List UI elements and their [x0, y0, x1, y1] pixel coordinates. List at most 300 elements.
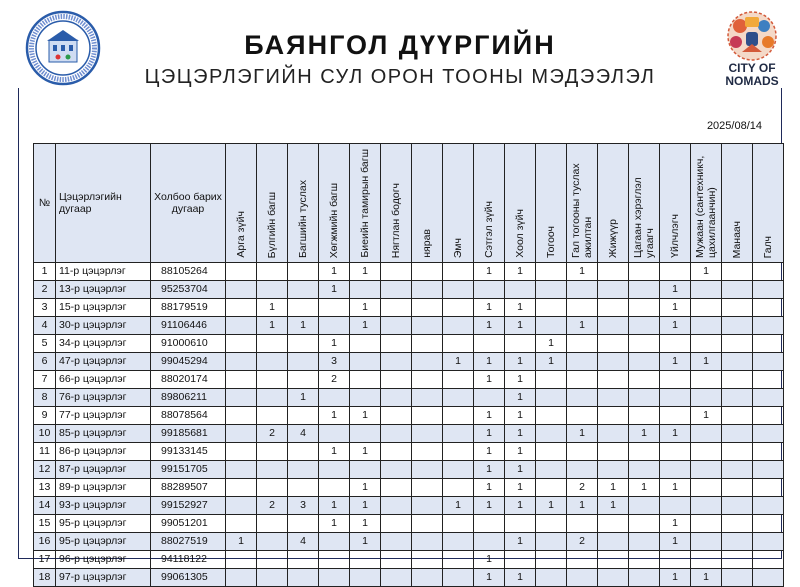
vacancy-count: 1 — [350, 317, 381, 335]
vacancy-count — [629, 263, 660, 281]
vacancy-count — [226, 443, 257, 461]
vacancy-count: 1 — [319, 497, 350, 515]
vacancy-count: 1 — [350, 299, 381, 317]
vacancy-count: 1 — [536, 353, 567, 371]
vacancy-count — [412, 299, 443, 317]
table-row — [34, 443, 784, 461]
vacancy-count: 1 — [660, 353, 691, 371]
vacancy-count — [381, 425, 412, 443]
vacancy-count — [443, 407, 474, 425]
vacancy-count: 1 — [660, 299, 691, 317]
vacancy-count: 1 — [505, 479, 536, 497]
vacancy-count: 1 — [660, 317, 691, 335]
vacancy-count — [691, 389, 722, 407]
vacancy-count — [226, 335, 257, 353]
vacancy-count: 1 — [505, 389, 536, 407]
vacancy-count — [536, 533, 567, 551]
vacancy-count — [567, 371, 598, 389]
table-row — [34, 371, 784, 389]
row-number: 8 — [34, 389, 56, 407]
vacancy-count — [443, 425, 474, 443]
vacancy-count — [753, 515, 784, 533]
vacancy-count: 1 — [660, 515, 691, 533]
vacancy-count: 1 — [660, 569, 691, 587]
vacancy-count: 1 — [474, 551, 505, 569]
vacancy-count — [412, 515, 443, 533]
vacancy-count — [226, 407, 257, 425]
vacancy-count — [381, 569, 412, 587]
vacancy-count — [350, 353, 381, 371]
vacancy-count — [536, 515, 567, 533]
vacancy-count — [722, 533, 753, 551]
vacancy-count — [257, 335, 288, 353]
header-position-label: Бүлгийн багш — [266, 191, 278, 258]
vacancy-count: 1 — [505, 353, 536, 371]
vacancy-count — [257, 515, 288, 533]
vacancy-count — [722, 299, 753, 317]
vacancy-count — [691, 515, 722, 533]
kindergarten-name: 15-р цэцэрлэг — [56, 299, 151, 317]
vacancy-count: 1 — [660, 425, 691, 443]
vacancy-count — [257, 551, 288, 569]
vacancy-count: 2 — [257, 497, 288, 515]
vacancy-count — [381, 551, 412, 569]
vacancy-count — [257, 353, 288, 371]
vacancy-count — [412, 551, 443, 569]
header-position-label: Манаач — [731, 220, 743, 258]
header-position — [536, 144, 567, 263]
vacancy-count — [722, 371, 753, 389]
header-position — [350, 144, 381, 263]
vacancy-count — [629, 317, 660, 335]
vacancy-count — [443, 461, 474, 479]
vacancy-count — [660, 461, 691, 479]
vacancy-count — [598, 443, 629, 461]
kindergarten-name: 34-р цэцэрлэг — [56, 335, 151, 353]
vacancy-count — [226, 461, 257, 479]
table-row — [34, 299, 784, 317]
vacancy-count — [753, 335, 784, 353]
header-position — [629, 144, 660, 263]
vacancy-count — [412, 425, 443, 443]
vacancy-count: 1 — [350, 263, 381, 281]
vacancy-count — [443, 317, 474, 335]
vacancy-count — [474, 533, 505, 551]
table-row — [34, 551, 784, 569]
vacancy-count — [319, 461, 350, 479]
vacancy-count — [443, 263, 474, 281]
vacancy-count — [753, 317, 784, 335]
vacancy-count — [474, 515, 505, 533]
vacancy-count — [598, 371, 629, 389]
logo-text-line2: NOMADS — [725, 74, 779, 88]
vacancy-count: 1 — [505, 533, 536, 551]
vacancy-count — [753, 569, 784, 587]
header-position-label: нярав — [421, 229, 433, 258]
vacancy-count: 1 — [474, 371, 505, 389]
kindergarten-name: 66-р цэцэрлэг — [56, 371, 151, 389]
vacancy-count — [226, 479, 257, 497]
header-position-label: Эмч — [452, 237, 464, 258]
vacancy-count: 1 — [567, 425, 598, 443]
vacancy-count — [691, 443, 722, 461]
vacancy-count — [381, 353, 412, 371]
vacancy-count — [288, 569, 319, 587]
vacancy-count — [536, 317, 567, 335]
vacancy-count — [257, 461, 288, 479]
vacancy-count — [629, 281, 660, 299]
vacancy-count — [722, 353, 753, 371]
vacancy-count — [598, 317, 629, 335]
vacancy-count — [257, 263, 288, 281]
vacancy-count — [412, 461, 443, 479]
vacancy-count: 1 — [474, 497, 505, 515]
vacancy-count — [536, 281, 567, 299]
vacancy-count — [288, 371, 319, 389]
vacancy-count: 2 — [319, 371, 350, 389]
table-row — [34, 389, 784, 407]
vacancy-count — [660, 551, 691, 569]
vacancy-count: 1 — [350, 443, 381, 461]
vacancy-count — [629, 551, 660, 569]
vacancy-count: 1 — [505, 317, 536, 335]
table-row — [34, 497, 784, 515]
vacancy-count — [505, 281, 536, 299]
vacancy-count — [660, 443, 691, 461]
vacancy-count — [598, 461, 629, 479]
vacancy-count: 1 — [505, 407, 536, 425]
kindergarten-name: 97-р цэцэрлэг — [56, 569, 151, 587]
vacancy-count: 1 — [505, 263, 536, 281]
vacancy-count — [629, 371, 660, 389]
vacancy-count — [598, 353, 629, 371]
header-position — [226, 144, 257, 263]
vacancy-count — [753, 263, 784, 281]
vacancy-count: 2 — [567, 479, 598, 497]
vacancy-count — [381, 461, 412, 479]
table-row — [34, 317, 784, 335]
contact-phone: 88105264 — [151, 263, 226, 281]
header-position-label: Биеийн тамирын багш — [359, 149, 371, 258]
header-position-label: Хөгжмийн багш — [328, 182, 340, 258]
header-position — [381, 144, 412, 263]
vacancy-count: 1 — [629, 479, 660, 497]
vacancy-count — [598, 335, 629, 353]
vacancy-count — [691, 371, 722, 389]
vacancy-count — [753, 461, 784, 479]
vacancy-count — [443, 443, 474, 461]
vacancy-count — [567, 353, 598, 371]
vacancy-count: 1 — [598, 497, 629, 515]
vacancy-count — [412, 317, 443, 335]
vacancy-count — [226, 353, 257, 371]
kindergarten-name: 85-р цэцэрлэг — [56, 425, 151, 443]
vacancy-count — [288, 551, 319, 569]
vacancy-count — [629, 407, 660, 425]
kindergarten-name: 95-р цэцэрлэг — [56, 533, 151, 551]
vacancy-count: 1 — [319, 281, 350, 299]
vacancy-count — [722, 407, 753, 425]
contact-phone: 99133145 — [151, 443, 226, 461]
page-title: БАЯНГОЛ ДҮҮРГИЙН — [244, 30, 556, 60]
row-number: 6 — [34, 353, 56, 371]
vacancy-count — [629, 515, 660, 533]
vacancy-count — [722, 317, 753, 335]
vacancy-count: 1 — [474, 407, 505, 425]
vacancy-count — [598, 407, 629, 425]
vacancy-count: 1 — [443, 497, 474, 515]
vacancy-count — [567, 461, 598, 479]
vacancy-count — [753, 533, 784, 551]
vacancy-count — [629, 335, 660, 353]
vacancy-count: 1 — [350, 479, 381, 497]
vacancy-count: 1 — [505, 461, 536, 479]
vacancy-count — [226, 281, 257, 299]
vacancy-count: 1 — [257, 317, 288, 335]
vacancy-count — [567, 407, 598, 425]
vacancy-count — [412, 389, 443, 407]
vacancy-count: 1 — [660, 281, 691, 299]
vacancy-count — [629, 299, 660, 317]
header-position — [598, 144, 629, 263]
vacancy-count — [226, 317, 257, 335]
contact-phone: 99045294 — [151, 353, 226, 371]
vacancy-count — [226, 263, 257, 281]
vacancy-count — [660, 371, 691, 389]
vacancy-count — [350, 335, 381, 353]
vacancy-count — [536, 461, 567, 479]
table-row — [34, 569, 784, 587]
vacancy-count: 1 — [288, 389, 319, 407]
header-position — [660, 144, 691, 263]
vacancy-count — [288, 443, 319, 461]
vacancy-count: 1 — [319, 515, 350, 533]
kindergarten-name: 11-р цэцэрлэг — [56, 263, 151, 281]
table-row — [34, 533, 784, 551]
contact-phone: 88027519 — [151, 533, 226, 551]
table-row — [34, 425, 784, 443]
vacancy-count: 3 — [319, 353, 350, 371]
vacancy-count: 1 — [474, 425, 505, 443]
vacancy-count: 1 — [505, 569, 536, 587]
vacancy-count — [288, 479, 319, 497]
vacancy-count — [443, 551, 474, 569]
contact-phone: 99061305 — [151, 569, 226, 587]
vacancy-count — [567, 443, 598, 461]
vacancy-count — [288, 281, 319, 299]
vacancy-count: 1 — [319, 335, 350, 353]
vacancy-count — [598, 299, 629, 317]
vacancy-count — [257, 569, 288, 587]
vacancy-count — [381, 335, 412, 353]
vacancy-count — [226, 371, 257, 389]
vacancy-count — [567, 281, 598, 299]
vacancy-count — [691, 299, 722, 317]
vacancy-count: 1 — [505, 299, 536, 317]
vacancy-count — [226, 515, 257, 533]
vacancy-count — [753, 407, 784, 425]
vacancy-count — [505, 335, 536, 353]
kindergarten-name: 89-р цэцэрлэг — [56, 479, 151, 497]
row-number: 18 — [34, 569, 56, 587]
vacancy-count — [381, 263, 412, 281]
vacancy-count: 1 — [350, 515, 381, 533]
vacancy-count — [412, 443, 443, 461]
vacancy-count — [598, 389, 629, 407]
header-position — [567, 144, 598, 263]
vacancy-count: 1 — [505, 425, 536, 443]
vacancy-count — [412, 407, 443, 425]
vacancy-count — [350, 551, 381, 569]
kindergarten-name: 95-р цэцэрлэг — [56, 515, 151, 533]
vacancy-count — [257, 407, 288, 425]
kindergarten-name: 77-р цэцэрлэг — [56, 407, 151, 425]
vacancy-count — [381, 443, 412, 461]
vacancy-count: 1 — [505, 443, 536, 461]
vacancy-count: 1 — [691, 407, 722, 425]
vacancy-count — [381, 407, 412, 425]
vacancy-count: 1 — [567, 317, 598, 335]
header-position — [443, 144, 474, 263]
kindergarten-name: 13-р цэцэрлэг — [56, 281, 151, 299]
header-position-label: Арга зүйч — [235, 211, 247, 258]
vacancy-count — [691, 317, 722, 335]
header-position — [691, 144, 722, 263]
contact-phone: 88179519 — [151, 299, 226, 317]
header-position-label: Нягтлан бодогч — [390, 182, 402, 258]
vacancy-count — [536, 425, 567, 443]
vacancy-count — [257, 443, 288, 461]
vacancy-count — [412, 353, 443, 371]
row-number: 1 — [34, 263, 56, 281]
vacancy-count — [567, 569, 598, 587]
header-position-label: Тогооч — [545, 226, 557, 258]
vacancy-count — [567, 389, 598, 407]
vacancy-count — [505, 515, 536, 533]
kindergarten-name: 30-р цэцэрлэг — [56, 317, 151, 335]
report-date: 2025/08/14 — [706, 120, 762, 132]
vacancy-count — [412, 281, 443, 299]
vacancy-count — [598, 425, 629, 443]
vacancy-count — [443, 515, 474, 533]
vacancy-count — [288, 335, 319, 353]
vacancy-count — [722, 479, 753, 497]
vacancy-count — [722, 335, 753, 353]
header-position-label: Цагаан хэрэглэл угаагч — [632, 177, 656, 258]
vacancy-count — [257, 371, 288, 389]
vacancy-count — [381, 389, 412, 407]
vacancy-count — [319, 317, 350, 335]
vacancy-count: 1 — [536, 335, 567, 353]
vacancy-count — [598, 533, 629, 551]
vacancy-count — [660, 263, 691, 281]
vacancy-count — [288, 515, 319, 533]
vacancy-count — [536, 389, 567, 407]
vacancy-count — [319, 569, 350, 587]
table-row — [34, 461, 784, 479]
vacancy-count — [226, 551, 257, 569]
vacancy-count — [381, 533, 412, 551]
vacancy-count — [629, 533, 660, 551]
vacancy-count — [598, 515, 629, 533]
vacancy-count — [412, 479, 443, 497]
vacancy-count — [381, 281, 412, 299]
vacancy-count — [350, 461, 381, 479]
row-number: 15 — [34, 515, 56, 533]
vacancy-count — [753, 299, 784, 317]
vacancy-count: 3 — [288, 497, 319, 515]
vacancy-count — [536, 479, 567, 497]
vacancy-count — [722, 281, 753, 299]
vacancy-count: 1 — [319, 443, 350, 461]
vacancy-count — [629, 389, 660, 407]
vacancy-count — [598, 551, 629, 569]
vacancy-count — [753, 371, 784, 389]
vacancy-count: 1 — [474, 317, 505, 335]
vacancy-count — [660, 407, 691, 425]
kindergarten-name: 76-р цэцэрлэг — [56, 389, 151, 407]
vacancy-count — [381, 299, 412, 317]
row-number: 10 — [34, 425, 56, 443]
vacancy-count — [226, 299, 257, 317]
kindergarten-name: 96-р цэцэрлэг — [56, 551, 151, 569]
vacancy-count — [381, 371, 412, 389]
contact-phone: 91000610 — [151, 335, 226, 353]
vacancy-count: 1 — [474, 461, 505, 479]
vacancy-count — [350, 389, 381, 407]
row-number: 5 — [34, 335, 56, 353]
vacancy-count — [412, 371, 443, 389]
vacancy-count — [629, 443, 660, 461]
vacancy-count — [350, 371, 381, 389]
vacancy-count — [412, 497, 443, 515]
table-row — [34, 263, 784, 281]
vacancy-count — [350, 281, 381, 299]
vacancy-count: 1 — [288, 317, 319, 335]
vacancy-count — [536, 371, 567, 389]
vacancy-count: 4 — [288, 425, 319, 443]
vacancy-count: 1 — [350, 533, 381, 551]
vacancy-count: 1 — [629, 425, 660, 443]
vacancy-count — [753, 551, 784, 569]
vacancy-count — [443, 299, 474, 317]
vacancy-count: 1 — [691, 263, 722, 281]
vacancy-count — [319, 551, 350, 569]
vacancy-count: 1 — [660, 533, 691, 551]
vacancy-count — [536, 263, 567, 281]
vacancy-count — [381, 317, 412, 335]
vacancy-count — [722, 461, 753, 479]
vacancy-count — [257, 281, 288, 299]
vacancy-count — [443, 533, 474, 551]
vacancy-count: 2 — [567, 533, 598, 551]
header-position-label: Мужаан (сантехникч, цахилгаанчин) — [694, 155, 718, 258]
header-no: № — [34, 144, 56, 263]
vacancy-count — [443, 389, 474, 407]
table-row — [34, 479, 784, 497]
contact-phone: 91106446 — [151, 317, 226, 335]
vacancy-count: 1 — [474, 299, 505, 317]
row-number: 11 — [34, 443, 56, 461]
vacancy-count — [319, 533, 350, 551]
page-subtitle: ЦЭЦЭРЛЭГИЙН СУЛ ОРОН ТООНЫ МЭДЭЭЛЭЛ — [144, 66, 656, 88]
logo-text-line1: CITY OF — [728, 61, 776, 75]
vacancy-count — [753, 443, 784, 461]
vacancy-count — [629, 461, 660, 479]
vacancy-count — [257, 389, 288, 407]
vacancy-count — [629, 497, 660, 515]
table-header-row — [34, 144, 784, 263]
